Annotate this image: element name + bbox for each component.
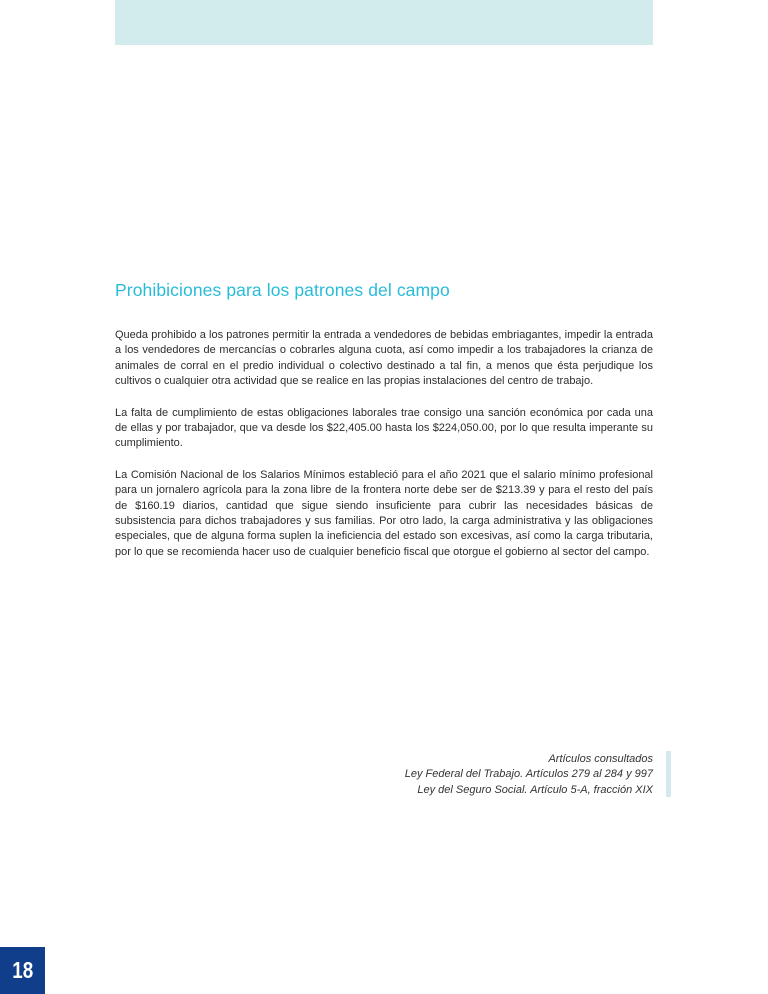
header-band <box>115 0 653 45</box>
paragraph-sancion: La falta de cumplimiento de estas obligaciones laborales trae consigo una sanción económica por cada una de ellas y por trabajador, que va desde los $22,405.00 hasta los $224,050.00, por lo que resulta imperante su cumplimiento. <box>115 406 653 450</box>
section-title: Prohibiciones para los patrones del campo <box>115 280 450 300</box>
references-heading: Artículos consultados <box>548 753 653 765</box>
page-number: 18 <box>12 957 33 983</box>
page-number-badge <box>0 947 45 994</box>
reference-item: Ley del Seguro Social. Artículo 5-A, fracción XIX <box>417 783 653 796</box>
reference-item: Ley Federal del Trabajo. Artículos 279 al 284 y 997 <box>404 768 653 781</box>
references-block <box>253 752 653 798</box>
references-accent-bar <box>666 751 671 797</box>
paragraph-salario-minimo: La Comisión Nacional de los Salarios Mínimos estableció para el año 2021 que el salario mínimo profesional para un jornalero agrícola para la zona libre de la frontera norte debe ser de $213.39 y para el resto del país de $160.19 diarios, cantidad que sigue siendo insuficiente para cubrir las necesidades básicas de subsistencia para dichos trabajadores y sus familias. Por otro lado, la carga administrativa y las obligaciones especiales, que de alguna forma suplen la ineficiencia del estado son excesivas, así como la carga tributaria, por lo que se recomienda hacer uso de cualquier beneficio fiscal que otorgue el gobierno al sector del campo. <box>115 468 653 558</box>
body-text <box>115 328 653 576</box>
paragraph-prohibiciones: Queda prohibido a los patrones permitir la entrada a vendedores de bebidas embriagantes, impedir la entrada a los vendedores de mercancías o cobrarles alguna cuota, así como impedir a los trabajadores la crianza de animales de corral en el predio individual o colectivo destinado a tal fin, a menos que ésta perjudique los cultivos o cualquier otra actividad que se realice en las propias instalaciones del centro de trabajo. <box>115 329 653 388</box>
